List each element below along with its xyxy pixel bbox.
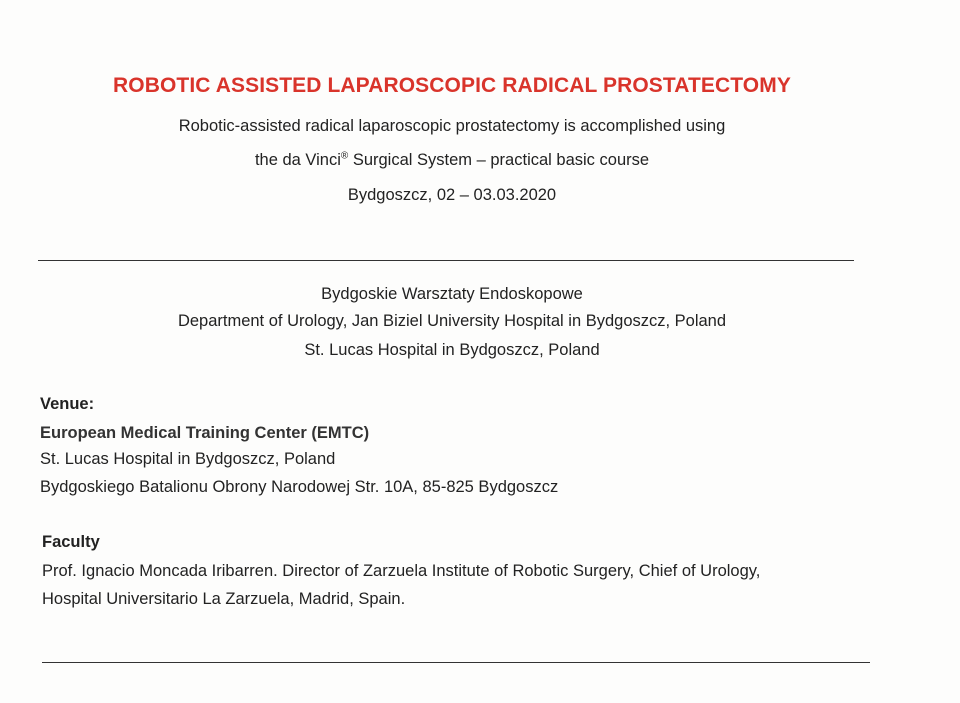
subtitle-line-2-prefix: the da Vinci: [254, 151, 341, 169]
subtitle-line-1: Robotic-assisted radical laparoscopic prostatectomy is accomplished using: [178, 117, 726, 135]
document-title: ROBOTIC ASSISTED LAPAROSCOPIC RADICAL PROSTATECTOMY: [113, 74, 791, 97]
faculty-label: Faculty: [42, 533, 100, 551]
organizer-line-3: St. Lucas Hospital in Bydgoszcz, Poland: [304, 341, 600, 359]
divider-top: [38, 260, 854, 261]
subtitle-line-2-suffix: Surgical System – practical basic course: [348, 151, 650, 169]
registered-trademark-mark: ®: [340, 150, 349, 162]
venue-label: Venue:: [40, 395, 95, 413]
faculty-member: Prof. Ignacio Moncada Iribarren. Director of Zarzuela Institute of Robotic Surgery, Chief of Urology,: [42, 562, 761, 580]
faculty-affiliation: Hospital Universitario La Zarzuela, Madrid, Spain.: [42, 590, 406, 608]
venue-name: European Medical Training Center (EMTC): [40, 424, 370, 442]
organizer-line-1: Bydgoskie Warsztaty Endoskopowe: [321, 285, 583, 303]
divider-bottom: [42, 662, 870, 663]
venue-hospital: St. Lucas Hospital in Bydgoszcz, Poland: [40, 450, 336, 468]
venue-address: Bydgoskiego Batalionu Obrony Narodowej Str. 10A, 85-825 Bydgoszcz: [40, 478, 559, 496]
location-date: Bydgoszcz, 02 – 03.03.2020: [347, 186, 557, 204]
subtitle-line-2: [0, 151, 904, 170]
organizer-line-2: Department of Urology, Jan Biziel University Hospital in Bydgoszcz, Poland: [177, 312, 727, 330]
